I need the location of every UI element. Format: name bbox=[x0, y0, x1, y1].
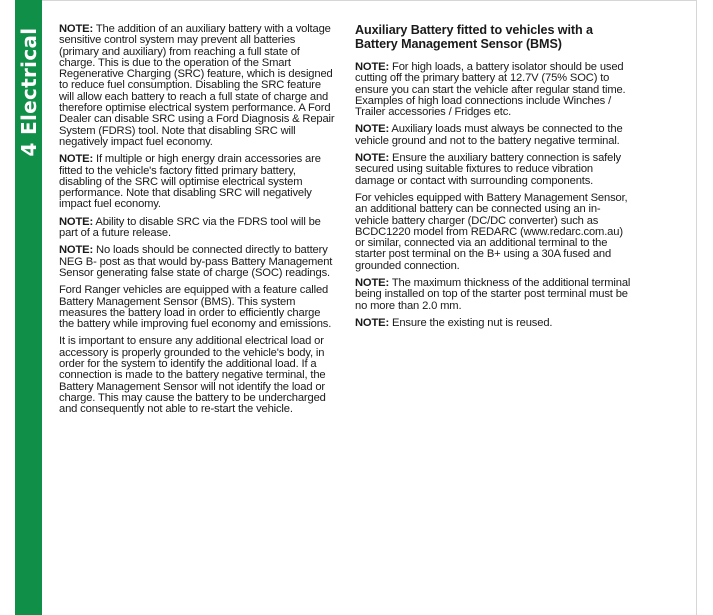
note-text: Ensure the auxiliary battery connection is safely secured using suitable fixtures to reduce vibration damage or contact with surrounding components. bbox=[355, 152, 621, 187]
body-paragraph: It is important to ensure any additional electrical load or accessory is properly grounded to the vehicle's body, in order for the system to identify the additional load. If a connection is made to the battery negative terminal, the Battery Management Sensor will not identify the load or charge. This may cause the battery to be undercharged and consequently not able to re-start the vehicle. bbox=[59, 335, 326, 416]
note-paragraph bbox=[355, 153, 632, 187]
note-paragraph bbox=[59, 217, 335, 240]
note-text: No loads should be connected directly to battery NEG B- post as that would by-pass Battery Management Sensor generating false state of charge (SOC) readings. bbox=[59, 244, 333, 279]
note-paragraph bbox=[59, 154, 335, 210]
note-paragraph bbox=[355, 124, 632, 147]
note-paragraph bbox=[355, 318, 632, 329]
note-label: NOTE: bbox=[59, 215, 94, 228]
chapter-side-tab-label: 4 Electrical bbox=[16, 27, 41, 157]
note-text: The maximum thickness of the additional terminal being installed on top of the starter post terminal must be no more than 2.0 mm. bbox=[355, 277, 631, 312]
note-label: NOTE: bbox=[355, 277, 390, 290]
note-text: The addition of an auxiliary battery with a voltage sensitive control system may prevent all batteries (primary and auxiliary) from reaching a full state of charge. This is due to the operation of the Smart Regenerative Charging (SRC) feature, which is designed to reduce fuel consumption. Disabling the SRC feature will allow each battery to reach a full state of charge and therefore optimise electrical system performance. A Ford Dealer can disable SRC using a Ford Diagnosis & Repair System (FDRS) tool. Note that disabling SRC will negatively impact fuel economy. bbox=[59, 23, 335, 148]
note-paragraph bbox=[355, 62, 632, 118]
note-label: NOTE: bbox=[355, 316, 390, 329]
note-text: Ability to disable SRC via the FDRS tool will be part of a future release. bbox=[59, 215, 321, 240]
note-text: If multiple or high energy drain accessories are fitted to the vehicle's factory fitted primary battery, disabling of the SRC will optimise electrical system performance. Note that disabling SRC will negatively impact fuel economy. bbox=[59, 153, 321, 211]
note-text: Auxiliary loads must always be connected to the vehicle ground and not to the battery negative terminal. bbox=[355, 123, 623, 147]
note-label: NOTE: bbox=[59, 23, 94, 35]
section-heading: Auxiliary Battery fitted to vehicles with a Battery Management Sensor (BMS) bbox=[355, 23, 593, 51]
note-label: NOTE: bbox=[355, 123, 390, 136]
note-label: NOTE: bbox=[355, 152, 390, 165]
left-column bbox=[59, 24, 335, 422]
chapter-side-tab bbox=[15, 0, 42, 615]
note-paragraph bbox=[59, 24, 335, 148]
body-paragraph: For vehicles equipped with Battery Management Sensor, an additional battery can be connected using an in-vehicle battery charger (DC/DC converter) such as BCDC1220 model from REDARC (www.redarc.com.au) or similar, connected via an additional terminal to the starter post terminal on the B+ using a 30A fused and grounded connection. bbox=[355, 191, 628, 272]
note-paragraph bbox=[355, 278, 632, 312]
top-rule bbox=[40, 0, 697, 1]
note-label: NOTE: bbox=[59, 244, 94, 257]
right-page-border bbox=[696, 0, 697, 615]
note-text: For high loads, a battery isolator should be used cutting off the primary battery at 12.7V (75% SOC) to ensure you can start the vehicle after regular stand time. Examples of high load connections include Winches / Trailer accessories / Fridges etc. bbox=[355, 61, 626, 119]
note-label: NOTE: bbox=[355, 61, 390, 73]
note-text: Ensure the existing nut is reused. bbox=[392, 316, 553, 329]
right-column bbox=[355, 24, 632, 335]
note-label: NOTE: bbox=[59, 153, 94, 166]
note-paragraph bbox=[59, 245, 335, 279]
body-paragraph: Ford Ranger vehicles are equipped with a feature called Battery Management Sensor (BMS). This system measures the battery load in order to efficiently charge the battery while improving fuel economy and emissions. bbox=[59, 284, 332, 331]
